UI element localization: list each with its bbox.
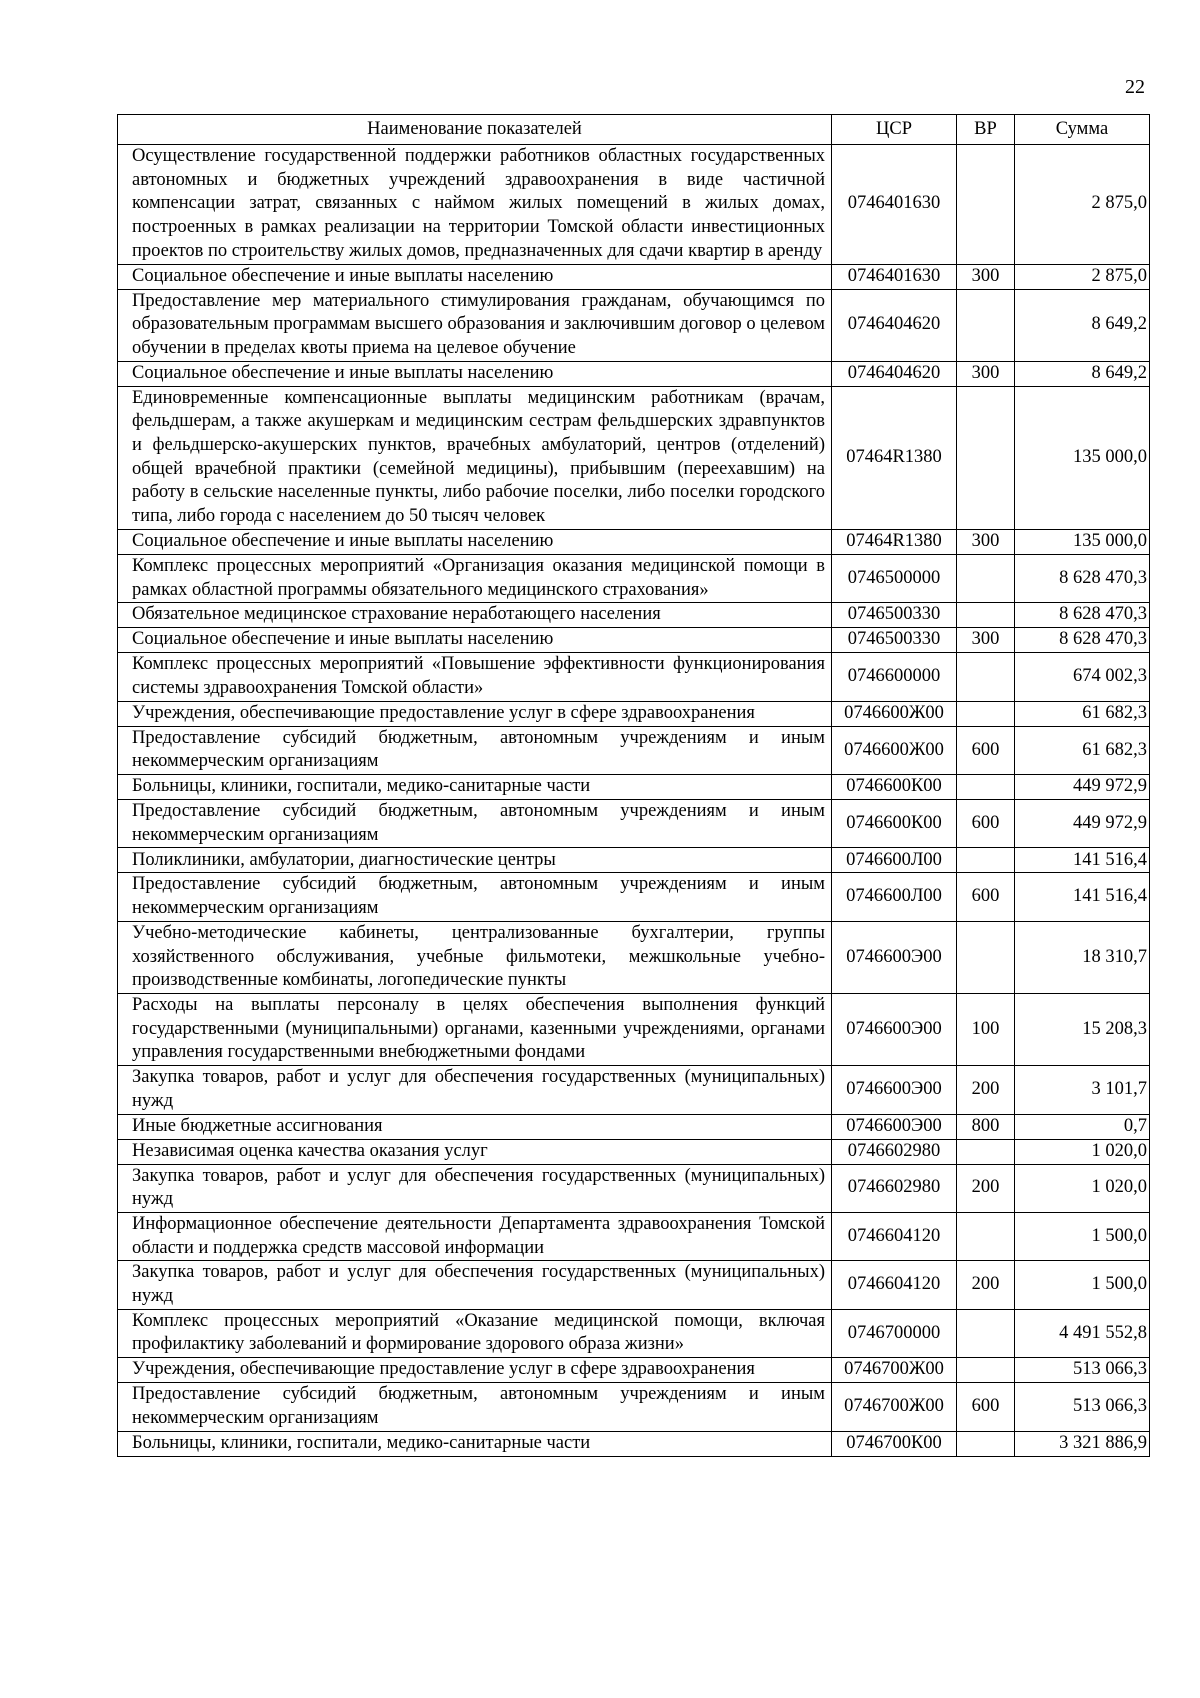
row-code: 07464R1380 bbox=[832, 529, 957, 554]
row-name: Закупка товаров, работ и услуг для обеспечения государственных (муниципальных) нужд bbox=[118, 1066, 832, 1114]
row-vr: 200 bbox=[957, 1164, 1015, 1212]
row-sum: 8 628 470,3 bbox=[1015, 628, 1150, 653]
row-sum: 61 682,3 bbox=[1015, 701, 1150, 726]
row-sum: 8 649,2 bbox=[1015, 361, 1150, 386]
row-vr: 600 bbox=[957, 800, 1015, 848]
row-vr: 800 bbox=[957, 1114, 1015, 1139]
row-sum: 141 516,4 bbox=[1015, 848, 1150, 873]
table-row bbox=[118, 628, 1150, 653]
row-name: Предоставление мер материального стимулирования гражданам, обучающимся по образовательным программам высшего образования и заключившим договор о целевом обучении в пределах квоты приема на целевое обучение bbox=[118, 289, 832, 361]
row-code: 0746602980 bbox=[832, 1139, 957, 1164]
table-row bbox=[118, 264, 1150, 289]
row-code: 0746602980 bbox=[832, 1164, 957, 1212]
row-sum: 449 972,9 bbox=[1015, 775, 1150, 800]
table-row bbox=[118, 1261, 1150, 1309]
row-sum: 18 310,7 bbox=[1015, 921, 1150, 993]
row-name: Учебно-методические кабинеты, централизованные бухгалтерии, группы хозяйственного обслуживания, учебные фильмотеки, межшкольные учебно-производственные комбинаты, логопедические пункты bbox=[118, 921, 832, 993]
row-name: Независимая оценка качества оказания услуг bbox=[118, 1139, 832, 1164]
row-code: 0746700000 bbox=[832, 1309, 957, 1357]
row-sum: 513 066,3 bbox=[1015, 1383, 1150, 1431]
row-code: 0746600Ж00 bbox=[832, 701, 957, 726]
row-code: 0746700К00 bbox=[832, 1431, 957, 1456]
row-code: 0746604120 bbox=[832, 1212, 957, 1260]
row-code: 0746401630 bbox=[832, 145, 957, 265]
row-vr: 600 bbox=[957, 726, 1015, 774]
row-sum: 513 066,3 bbox=[1015, 1358, 1150, 1383]
row-vr bbox=[957, 848, 1015, 873]
row-code: 0746600Л00 bbox=[832, 848, 957, 873]
row-name: Больницы, клиники, госпитали, медико-санитарные части bbox=[118, 1431, 832, 1456]
row-code: 0746600Э00 bbox=[832, 1066, 957, 1114]
row-code: 07464R1380 bbox=[832, 386, 957, 529]
table-row bbox=[118, 529, 1150, 554]
row-code: 0746604120 bbox=[832, 1261, 957, 1309]
row-code: 0746700Ж00 bbox=[832, 1383, 957, 1431]
row-code: 0746500330 bbox=[832, 628, 957, 653]
row-vr bbox=[957, 554, 1015, 602]
row-name: Социальное обеспечение и иные выплаты населению bbox=[118, 628, 832, 653]
row-code: 0746600К00 bbox=[832, 775, 957, 800]
row-vr: 300 bbox=[957, 264, 1015, 289]
page-number: 22 bbox=[1125, 76, 1145, 98]
row-name: Предоставление субсидий бюджетным, автономным учреждениям и иным некоммерческим организациям bbox=[118, 873, 832, 921]
table-row bbox=[118, 1066, 1150, 1114]
row-code: 0746600000 bbox=[832, 653, 957, 701]
table-row bbox=[118, 993, 1150, 1065]
row-name: Осуществление государственной поддержки работников областных государственных автономных и бюджетных учреждений здравоохранения в виде частичной компенсации затрат, связанных с наймом жилых помещений в жилых домах, построенных в рамках реализации на территории Томской области инвестиционных проектов по строительству жилых домов, предназначенных для сдачи квартир в аренду bbox=[118, 145, 832, 265]
row-vr: 600 bbox=[957, 873, 1015, 921]
row-name: Иные бюджетные ассигнования bbox=[118, 1114, 832, 1139]
row-vr: 300 bbox=[957, 361, 1015, 386]
row-vr bbox=[957, 1358, 1015, 1383]
row-name: Учреждения, обеспечивающие предоставление услуг в сфере здравоохранения bbox=[118, 1358, 832, 1383]
budget-table bbox=[117, 114, 1150, 1457]
table-row bbox=[118, 921, 1150, 993]
row-code: 0746404620 bbox=[832, 289, 957, 361]
row-name: Закупка товаров, работ и услуг для обеспечения государственных (муниципальных) нужд bbox=[118, 1261, 832, 1309]
row-sum: 449 972,9 bbox=[1015, 800, 1150, 848]
row-name: Закупка товаров, работ и услуг для обеспечения государственных (муниципальных) нужд bbox=[118, 1164, 832, 1212]
table-row bbox=[118, 800, 1150, 848]
row-code: 0746600Л00 bbox=[832, 873, 957, 921]
table-row bbox=[118, 873, 1150, 921]
row-sum: 674 002,3 bbox=[1015, 653, 1150, 701]
row-vr: 600 bbox=[957, 1383, 1015, 1431]
row-sum: 1 020,0 bbox=[1015, 1139, 1150, 1164]
row-sum: 1 500,0 bbox=[1015, 1261, 1150, 1309]
table-row bbox=[118, 554, 1150, 602]
row-sum: 0,7 bbox=[1015, 1114, 1150, 1139]
table-row bbox=[118, 1164, 1150, 1212]
row-name: Единовременные компенсационные выплаты медицинским работникам (врачам, фельдшерам, а также акушеркам и медицинским сестрам фельдшерских здравпунктов и фельдшерско-акушерских пунктов, врачебных амбулаторий, центров (отделений) общей врачебной практики (семейной медицины), прибывшим (переехавшим) на работу в сельские населенные пункты, либо рабочие поселки, либо поселки городского типа, либо города с населением до 50 тысяч человек bbox=[118, 386, 832, 529]
row-code: 0746600К00 bbox=[832, 800, 957, 848]
row-code: 0746404620 bbox=[832, 361, 957, 386]
row-vr bbox=[957, 1212, 1015, 1260]
row-code: 0746401630 bbox=[832, 264, 957, 289]
row-name: Учреждения, обеспечивающие предоставление услуг в сфере здравоохранения bbox=[118, 701, 832, 726]
row-vr bbox=[957, 1309, 1015, 1357]
row-code: 0746500330 bbox=[832, 603, 957, 628]
row-sum: 8 628 470,3 bbox=[1015, 554, 1150, 602]
row-name: Социальное обеспечение и иные выплаты населению bbox=[118, 264, 832, 289]
row-sum: 15 208,3 bbox=[1015, 993, 1150, 1065]
table-row bbox=[118, 361, 1150, 386]
row-name: Предоставление субсидий бюджетным, автономным учреждениям и иным некоммерческим организациям bbox=[118, 1383, 832, 1431]
row-name: Комплекс процессных мероприятий «Повышение эффективности функционирования системы здравоохранения Томской области» bbox=[118, 653, 832, 701]
row-name: Комплекс процессных мероприятий «Организация оказания медицинской помощи в рамках областной программы обязательного медицинского страхования» bbox=[118, 554, 832, 602]
table-row bbox=[118, 775, 1150, 800]
row-vr bbox=[957, 603, 1015, 628]
row-code: 0746600Э00 bbox=[832, 993, 957, 1065]
row-name: Информационное обеспечение деятельности Департамента здравоохранения Томской области и поддержка средств массовой информации bbox=[118, 1212, 832, 1260]
row-sum: 3 101,7 bbox=[1015, 1066, 1150, 1114]
header-code: ЦСР bbox=[832, 115, 957, 145]
table-row bbox=[118, 1114, 1150, 1139]
row-code: 0746600Ж00 bbox=[832, 726, 957, 774]
row-vr bbox=[957, 921, 1015, 993]
row-vr: 300 bbox=[957, 529, 1015, 554]
row-vr bbox=[957, 145, 1015, 265]
row-sum: 61 682,3 bbox=[1015, 726, 1150, 774]
table-row bbox=[118, 603, 1150, 628]
row-name: Расходы на выплаты персоналу в целях обеспечения выполнения функций государственными (муниципальными) органами, казенными учреждениями, органами управления государственными внебюджетными фондами bbox=[118, 993, 832, 1065]
table-row bbox=[118, 1383, 1150, 1431]
row-sum: 2 875,0 bbox=[1015, 264, 1150, 289]
row-vr: 100 bbox=[957, 993, 1015, 1065]
table-row bbox=[118, 1212, 1150, 1260]
table-row bbox=[118, 1139, 1150, 1164]
row-code: 0746500000 bbox=[832, 554, 957, 602]
row-vr bbox=[957, 775, 1015, 800]
table-row bbox=[118, 145, 1150, 265]
table-header-row bbox=[118, 115, 1150, 145]
header-sum: Сумма bbox=[1015, 115, 1150, 145]
row-vr bbox=[957, 701, 1015, 726]
row-code: 0746600Э00 bbox=[832, 921, 957, 993]
table-row bbox=[118, 1358, 1150, 1383]
row-name: Поликлиники, амбулатории, диагностические центры bbox=[118, 848, 832, 873]
header-name: Наименование показателей bbox=[118, 115, 832, 145]
table-row bbox=[118, 386, 1150, 529]
row-code: 0746700Ж00 bbox=[832, 1358, 957, 1383]
header-vr: ВР bbox=[957, 115, 1015, 145]
row-vr: 300 bbox=[957, 628, 1015, 653]
row-sum: 4 491 552,8 bbox=[1015, 1309, 1150, 1357]
table-row bbox=[118, 653, 1150, 701]
table-row bbox=[118, 1309, 1150, 1357]
row-vr: 200 bbox=[957, 1261, 1015, 1309]
row-code: 0746600Э00 bbox=[832, 1114, 957, 1139]
row-name: Обязательное медицинское страхование неработающего населения bbox=[118, 603, 832, 628]
row-name: Больницы, клиники, госпитали, медико-санитарные части bbox=[118, 775, 832, 800]
row-vr bbox=[957, 1139, 1015, 1164]
table-row bbox=[118, 848, 1150, 873]
row-sum: 1 500,0 bbox=[1015, 1212, 1150, 1260]
row-name: Комплекс процессных мероприятий «Оказание медицинской помощи, включая профилактику заболеваний и формирование здорового образа жизни» bbox=[118, 1309, 832, 1357]
table-row bbox=[118, 726, 1150, 774]
row-vr bbox=[957, 653, 1015, 701]
row-vr: 200 bbox=[957, 1066, 1015, 1114]
row-name: Социальное обеспечение и иные выплаты населению bbox=[118, 529, 832, 554]
row-name: Предоставление субсидий бюджетным, автономным учреждениям и иным некоммерческим организациям bbox=[118, 800, 832, 848]
row-sum: 1 020,0 bbox=[1015, 1164, 1150, 1212]
row-sum: 141 516,4 bbox=[1015, 873, 1150, 921]
row-vr bbox=[957, 386, 1015, 529]
row-sum: 2 875,0 bbox=[1015, 145, 1150, 265]
row-sum: 8 628 470,3 bbox=[1015, 603, 1150, 628]
table-row bbox=[118, 289, 1150, 361]
row-vr bbox=[957, 289, 1015, 361]
row-name: Социальное обеспечение и иные выплаты населению bbox=[118, 361, 832, 386]
table-row bbox=[118, 1431, 1150, 1456]
row-sum: 135 000,0 bbox=[1015, 386, 1150, 529]
table-row bbox=[118, 701, 1150, 726]
row-sum: 135 000,0 bbox=[1015, 529, 1150, 554]
row-sum: 8 649,2 bbox=[1015, 289, 1150, 361]
row-name: Предоставление субсидий бюджетным, автономным учреждениям и иным некоммерческим организациям bbox=[118, 726, 832, 774]
row-sum: 3 321 886,9 bbox=[1015, 1431, 1150, 1456]
row-vr bbox=[957, 1431, 1015, 1456]
